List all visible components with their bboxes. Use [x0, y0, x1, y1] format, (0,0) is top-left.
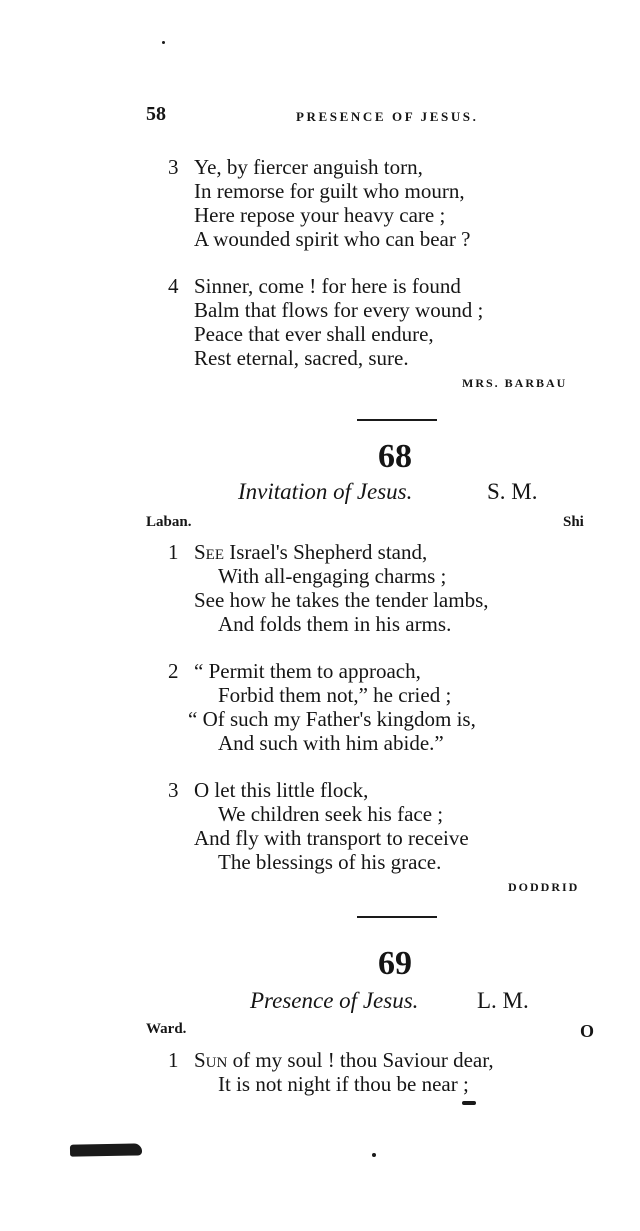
ink-speck: [162, 41, 165, 44]
verse-line: Rest eternal, sacred, sure.: [194, 346, 409, 370]
ink-smudge: [70, 1143, 142, 1156]
verse-line-rest: Israel's Shepherd stand,: [224, 540, 428, 564]
hymn-number: 69: [378, 945, 412, 982]
author-attribution: MRS. BARBAU: [462, 376, 568, 390]
tune-name: Laban.: [146, 514, 192, 530]
verse-line: It is not night if thou be near ;: [218, 1072, 469, 1096]
ink-speck: [462, 1101, 476, 1105]
verse-line: O let this little flock,: [194, 778, 369, 802]
verse-line: “ Of such my Father's kingdom is,: [188, 707, 476, 731]
verse-line: Sinner, come ! for here is found: [194, 274, 461, 298]
verse-number: 3: [168, 155, 179, 179]
tune-name-right: Shi: [563, 514, 584, 530]
verse-line: And fly with transport to receive: [194, 826, 469, 850]
hymn-title: [238, 479, 412, 505]
verse-line: [194, 540, 427, 564]
verse-line: We children seek his face ;: [218, 802, 444, 826]
hymn-number: 68: [378, 438, 412, 475]
verse-line: Forbid them not,” he cried ;: [218, 683, 452, 707]
verse-first-word: See: [194, 540, 225, 564]
verse-line: Balm that flows for every wound ;: [194, 298, 484, 322]
hymn-title-text: Presence of Jesus.: [250, 988, 419, 1013]
verse-first-word: Sun: [194, 1048, 228, 1072]
author-attribution: DODDRID: [508, 880, 580, 894]
verse-number: 3: [168, 778, 179, 802]
hymn-meter: L. M.: [477, 988, 529, 1013]
verse-line: A wounded spirit who can bear ?: [194, 227, 471, 251]
verse-number: 4: [168, 274, 179, 298]
verse-number: 1: [168, 540, 179, 564]
verse-line: Ye, by fiercer anguish torn,: [194, 155, 423, 179]
verse-line: The blessings of his grace.: [218, 850, 442, 874]
verse-line-rest: of my soul ! thou Saviour dear,: [227, 1048, 494, 1072]
section-divider: [357, 916, 437, 918]
verse-line: [194, 1048, 494, 1072]
verse-line: In remorse for guilt who mourn,: [194, 179, 465, 203]
hymn-title-text: Invitation of Jesus.: [238, 479, 413, 504]
running-title: PRESENCE OF JESUS.: [296, 109, 479, 124]
verse-line: “ Permit them to approach,: [194, 659, 421, 683]
ink-speck: [372, 1153, 376, 1157]
verse-number: 2: [168, 659, 179, 683]
verse-line: Here repose your heavy care ;: [194, 203, 446, 227]
tune-name: Ward.: [146, 1021, 187, 1037]
verse-line: With all-engaging charms ;: [218, 564, 447, 588]
page-number: 58: [146, 103, 166, 125]
tune-name-right: O: [580, 1021, 595, 1041]
hymn-title: [250, 988, 418, 1014]
verse-line: And folds them in his arms.: [218, 612, 452, 636]
verse-number: 1: [168, 1048, 179, 1072]
verse-line: And such with him abide.”: [218, 731, 444, 755]
section-divider: [357, 419, 437, 421]
verse-line: See how he takes the tender lambs,: [194, 588, 489, 612]
verse-line: Peace that ever shall endure,: [194, 322, 434, 346]
hymn-meter: S. M.: [487, 479, 538, 504]
